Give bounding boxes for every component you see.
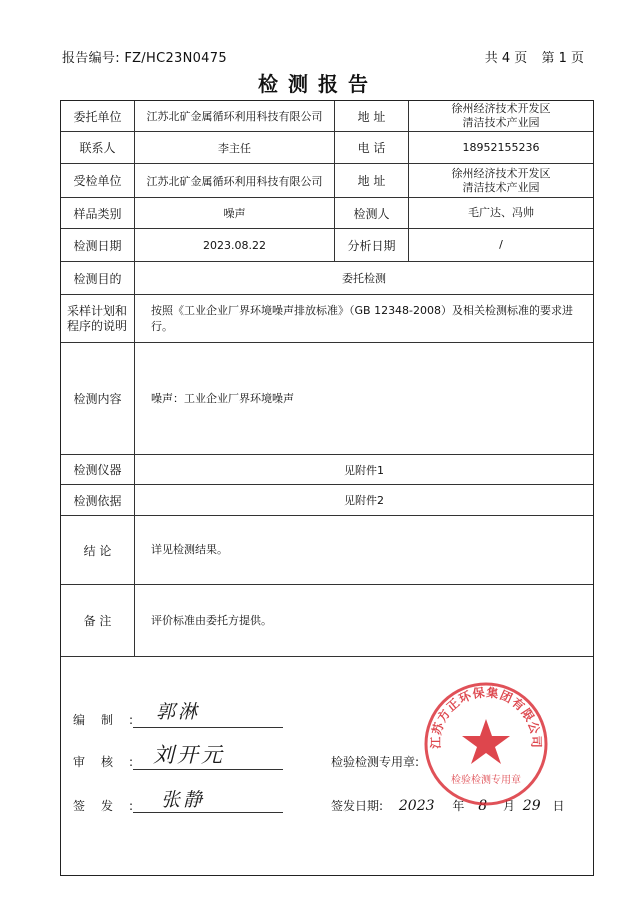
inspected-value: 江苏北矿金属循环利用科技有限公司 [135, 164, 335, 197]
seal-star-icon [462, 719, 510, 764]
test-date-value: 2023.08.22 [135, 229, 335, 261]
row-contact [61, 132, 593, 164]
row-inspected [61, 164, 593, 198]
seal-label: 检验检测专用章: [331, 755, 420, 769]
instrument-label: 检测仪器 [61, 455, 135, 484]
address-value: 徐州经济技术开发区清洁技术产业园 [451, 102, 551, 129]
remark-value: 评价标准由委托方提供。 [151, 613, 272, 627]
official-seal [421, 679, 551, 809]
page-title: 检测报告 [258, 72, 378, 96]
review-line [133, 769, 283, 770]
row-basis [61, 485, 593, 516]
plan-value: 按照《工业企业厂界环境噪声排放标准》（GB 12348-2008）及相关检测标准的要求进行。 [151, 303, 574, 333]
report-number-value: FZ/HC23N0475 [124, 51, 227, 66]
row-client [61, 101, 593, 132]
issue-date-month: 8 [478, 798, 488, 814]
content-value: 噪声：工业企业厂界环境噪声 [151, 391, 294, 405]
address-label: 地 址 [335, 101, 409, 131]
tester-label: 检测人 [335, 198, 409, 228]
report-table [60, 100, 594, 876]
month-unit: 月 [502, 799, 515, 813]
remark-label: 备 注 [61, 585, 135, 656]
row-sample [61, 198, 593, 229]
compile-label: 编制: [73, 713, 150, 727]
row-conclusion [61, 516, 593, 585]
phone-label: 电 话 [335, 132, 409, 163]
address2-label: 地 址 [335, 164, 409, 197]
review-label: 审核: [73, 755, 150, 769]
issue-line [133, 812, 283, 813]
compile-line [133, 727, 283, 728]
row-purpose [61, 262, 593, 295]
purpose-value: 委托检测 [342, 272, 386, 285]
report-number [62, 47, 227, 66]
analysis-date-value: / [499, 238, 503, 251]
test-date-label: 检测日期 [61, 229, 135, 261]
review-signature: 刘开元 [153, 743, 225, 767]
sample-type-label: 样品类别 [61, 198, 135, 228]
conclusion-value: 详见检测结果。 [151, 543, 228, 556]
signature-area [61, 657, 593, 875]
analysis-date-label: 分析日期 [335, 229, 409, 261]
report-number-label: 报告编号: [62, 51, 120, 66]
issue-date-label: 签发日期: [331, 799, 384, 813]
row-content [61, 343, 593, 455]
client-value: 江苏北矿金属循环利用科技有限公司 [135, 101, 335, 131]
day-unit: 日 [552, 799, 565, 813]
seal-org-text: 江苏方正环保集团有限公司 [428, 685, 544, 749]
contact-value: 李主任 [135, 132, 335, 163]
issue-label: 签发: [73, 799, 150, 813]
plan-label: 采样计划和程序的说明 [61, 295, 135, 342]
row-remark [61, 585, 593, 657]
address2-value: 徐州经济技术开发区清洁技术产业园 [451, 166, 551, 194]
issue-signature: 张静 [161, 789, 206, 811]
basis-value: 见附件2 [344, 494, 384, 507]
compile-signature: 郭淋 [156, 701, 201, 723]
contact-label: 联系人 [61, 132, 135, 163]
tester-value: 毛广达、冯帅 [468, 206, 534, 219]
conclusion-label: 结 论 [61, 516, 135, 584]
client-label: 委托单位 [61, 101, 135, 131]
row-instrument [61, 455, 593, 485]
basis-label: 检测依据 [61, 485, 135, 515]
year-unit: 年 [452, 799, 465, 813]
content-label: 检测内容 [61, 343, 135, 454]
issue-date-day: 29 [522, 798, 541, 814]
instrument-value: 见附件1 [344, 463, 384, 477]
page-info [475, 47, 584, 66]
page-number: 第 1 页 [541, 51, 584, 66]
row-dates [61, 229, 593, 262]
inspected-label: 受检单位 [61, 164, 135, 197]
seal-center-text: 检验检测专用章 [451, 775, 521, 786]
total-pages: 共 4 页 [484, 51, 528, 66]
issue-date-year: 2023 [398, 798, 435, 814]
phone-value: 18952155236 [462, 140, 540, 154]
purpose-label: 检测目的 [61, 262, 135, 294]
row-plan [61, 295, 593, 343]
sample-type-value: 噪声 [135, 198, 335, 228]
